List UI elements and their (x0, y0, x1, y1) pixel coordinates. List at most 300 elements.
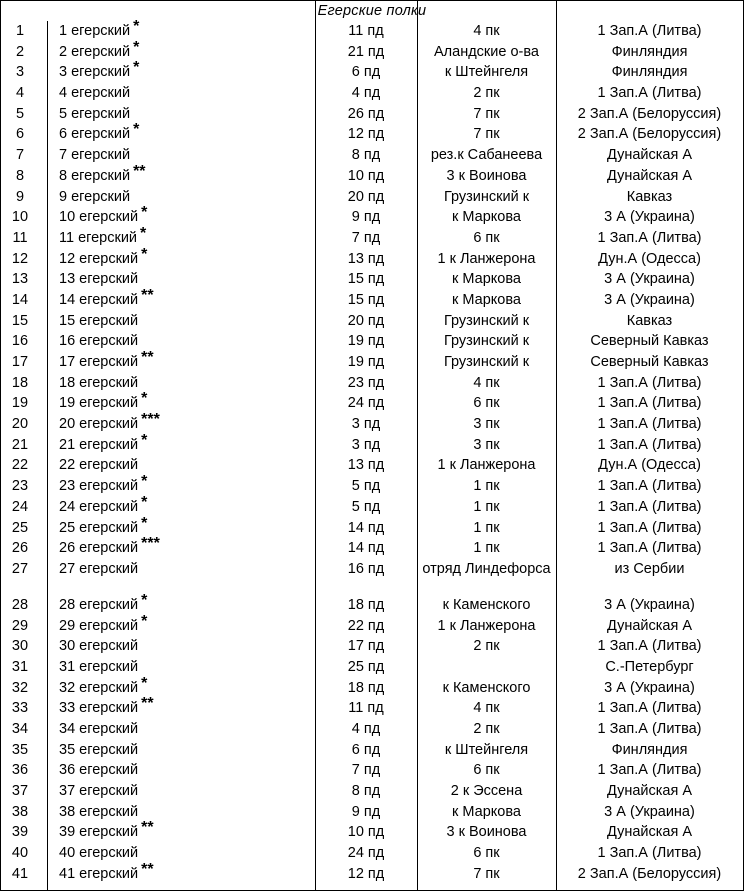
division-cell: 15 пд (347, 271, 385, 288)
regiment-name: 41 егерский (59, 865, 139, 882)
regiment-name-cell (59, 781, 141, 802)
corps-cell: 7 пк (473, 126, 500, 143)
row-number: 26 (11, 540, 29, 557)
table-row (1, 373, 743, 394)
division-cell: 14 пд (347, 540, 385, 557)
corps-cell: Грузинский к (443, 333, 530, 350)
regiment-name: 21 егерский (59, 436, 139, 453)
army-cell: 2 Зап.А (Белоруссия) (577, 126, 722, 143)
army-cell: Дунайская А (606, 617, 693, 634)
corps-cell: 1 пк (473, 478, 500, 495)
row-number: 36 (11, 762, 29, 779)
asterisk-mark: * (141, 591, 148, 609)
division-cell: 9 пд (351, 803, 381, 820)
regiment-name-cell (59, 18, 140, 42)
regiment-name-cell (59, 612, 148, 637)
regiment-name: 15 егерский (59, 312, 139, 329)
division-cell: 20 пд (347, 188, 385, 205)
army-cell: Дун.А (Одесса) (598, 457, 701, 474)
division-cell: 20 пд (347, 312, 385, 329)
asterisk-mark: * (140, 224, 147, 242)
row-number: 12 (11, 250, 29, 267)
table-row (1, 591, 743, 616)
army-cell: 1 Зап.А (Литва) (597, 700, 702, 717)
table-title: Егерские полки (317, 3, 427, 19)
row-number: 6 (15, 126, 25, 143)
table-row (1, 162, 743, 187)
regiment-name: 27 егерский (59, 560, 139, 577)
regiment-name: 38 егерский (59, 803, 139, 820)
army-cell: Дун.А (Одесса) (598, 250, 701, 267)
asterisk-mark: ** (141, 860, 154, 878)
row-number: 32 (11, 679, 29, 696)
corps-cell: к Маркова (452, 271, 521, 288)
asterisk-mark: * (133, 59, 140, 77)
row-number: 28 (11, 596, 29, 613)
table-row (1, 59, 743, 83)
army-cell: 1 Зап.А (Литва) (597, 395, 702, 412)
corps-cell: 3 к Воинова (446, 824, 527, 841)
army-cell: Дунайская А (606, 783, 693, 800)
corps-cell: 1 к Ланжерона (437, 250, 536, 267)
division-cell: 12 пд (347, 126, 385, 143)
regiment-name-cell (59, 38, 140, 63)
division-cell: 7 пд (351, 229, 381, 246)
regiment-name-cell (59, 657, 141, 678)
army-cell: 3 А (Украина) (604, 291, 695, 308)
regiment-name-cell (59, 695, 154, 719)
asterisk-mark: ** (133, 162, 146, 180)
division-cell: 6 пд (351, 741, 381, 758)
asterisk-mark: * (141, 514, 148, 532)
regiment-name: 22 егерский (59, 457, 139, 474)
regiment-name-cell (59, 535, 160, 559)
regiment-name: 23 егерский (59, 478, 139, 495)
row-number: 30 (11, 638, 29, 655)
regiment-name: 2 егерский (59, 43, 131, 60)
army-cell: 1 Зап.А (Литва) (597, 638, 702, 655)
corps-cell: 2 пк (473, 721, 500, 737)
corps-cell: рез.к Сабанеева (430, 147, 543, 164)
division-cell: 17 пд (347, 638, 385, 655)
regiment-name: 5 егерский (59, 105, 131, 122)
regiment-name-cell (59, 104, 133, 125)
corps-cell: 2 к Эссена (450, 783, 523, 800)
regiment-name: 18 егерский (59, 374, 139, 391)
division-cell: 6 пд (351, 64, 381, 81)
army-cell: Дунайская А (606, 167, 693, 184)
army-cell: 1 Зап.А (Литва) (597, 374, 702, 391)
regiment-name-cell (59, 514, 148, 539)
division-cell: 13 пд (347, 457, 385, 474)
asterisk-mark: *** (141, 535, 160, 553)
division-cell: 3 пд (351, 436, 381, 453)
army-cell: 3 А (Украина) (604, 209, 695, 226)
asterisk-mark: * (141, 431, 148, 449)
regiment-name-cell (59, 431, 148, 456)
regiment-name: 4 егерский (59, 85, 131, 102)
corps-cell: 6 пк (473, 845, 500, 862)
regiment-name: 34 егерский (59, 721, 139, 737)
corps-cell: 4 пк (473, 700, 500, 717)
table-row (1, 819, 743, 843)
row-number: 27 (11, 560, 29, 577)
army-cell: Дунайская А (606, 147, 693, 164)
row-number: 37 (11, 783, 29, 800)
regiment-name-cell (59, 373, 141, 394)
army-cell: 1 Зап.А (Литва) (597, 85, 702, 102)
regiment-name: 24 егерский (59, 498, 139, 515)
division-cell: 21 пд (347, 43, 385, 60)
corps-cell: к Маркова (452, 291, 521, 308)
asterisk-mark: ** (141, 819, 154, 837)
regiment-name-cell (59, 719, 141, 740)
row-number: 34 (11, 721, 29, 737)
table-row (1, 411, 743, 435)
regiment-name-cell (59, 493, 148, 518)
division-cell: 4 пд (351, 721, 381, 737)
row-number: 23 (11, 478, 29, 495)
division-cell: 24 пд (347, 395, 385, 412)
row-number: 31 (11, 658, 29, 675)
table-row (1, 245, 743, 270)
regiment-name: 33 егерский (59, 700, 139, 717)
division-cell: 18 пд (347, 679, 385, 696)
division-cell: 7 пд (351, 762, 381, 779)
regiment-name: 32 егерский (59, 679, 139, 696)
regiment-name: 36 егерский (59, 762, 139, 779)
row-number: 25 (11, 519, 29, 536)
corps-cell: Грузинский к (443, 354, 530, 370)
row-number: 20 (11, 416, 29, 433)
army-cell: 3 А (Украина) (604, 679, 695, 696)
row-number: 5 (15, 105, 25, 122)
row-number: 16 (11, 333, 29, 350)
row-number: 3 (15, 64, 25, 81)
table-row (1, 121, 743, 145)
row-number: 8 (15, 167, 25, 184)
army-cell: Финляндия (611, 64, 688, 81)
row-number: 9 (15, 188, 25, 205)
asterisk-mark: * (141, 390, 148, 408)
row-number: 17 (11, 354, 29, 370)
army-cell: Финляндия (611, 43, 688, 60)
table-row (1, 18, 743, 42)
table-row (1, 657, 743, 678)
army-cell: 3 А (Украина) (604, 271, 695, 288)
army-cell: Северный Кавказ (590, 333, 709, 350)
row-number: 4 (15, 85, 25, 102)
division-cell: 11 пд (348, 23, 384, 39)
asterisk-mark: ** (141, 286, 154, 304)
row-number: 2 (15, 43, 25, 60)
table-row (1, 224, 743, 249)
division-cell: 12 пд (347, 865, 385, 882)
table-row (1, 455, 743, 476)
regiment-name-cell (59, 455, 141, 476)
corps-cell: 3 пк (473, 436, 500, 453)
table-row (1, 760, 743, 781)
table-row (1, 104, 743, 125)
asterisk-mark: * (141, 245, 148, 263)
table-row (1, 204, 743, 228)
regiment-name: 11 егерский (59, 229, 138, 246)
regiment-name: 29 егерский (59, 617, 139, 634)
table-row (1, 636, 743, 657)
row-number: 13 (11, 271, 29, 288)
regiment-name: 31 егерский (59, 658, 139, 675)
regiment-name-cell (59, 760, 141, 781)
regiment-name: 14 егерский (59, 291, 139, 308)
table-row (1, 535, 743, 559)
asterisk-mark: *** (141, 411, 160, 429)
regiment-name: 9 егерский (59, 188, 131, 205)
table-row (1, 695, 743, 719)
army-cell: из Сербии (614, 560, 685, 577)
table-row (1, 431, 743, 456)
table-row (1, 493, 743, 518)
regiment-name: 35 егерский (59, 741, 139, 758)
regiment-name: 20 егерский (59, 416, 139, 433)
table-row (1, 83, 743, 104)
regiment-name-cell (59, 860, 154, 885)
division-cell: 26 пд (347, 105, 385, 122)
army-cell: 1 Зап.А (Литва) (597, 721, 702, 737)
division-cell: 19 пд (347, 354, 385, 370)
division-cell: 22 пд (347, 617, 385, 634)
army-cell: 1 Зап.А (Литва) (597, 845, 702, 862)
asterisk-mark: * (141, 612, 148, 630)
division-cell: 14 пд (347, 519, 385, 536)
corps-cell: 3 к Воинова (446, 167, 527, 184)
regiment-name-cell (59, 83, 133, 104)
army-cell: 1 Зап.А (Литва) (597, 540, 702, 557)
row-number: 14 (11, 291, 29, 308)
table-row (1, 860, 743, 885)
army-cell: Кавказ (626, 312, 673, 329)
army-cell: Северный Кавказ (590, 354, 709, 370)
corps-cell: к Каменского (442, 596, 531, 613)
regiment-name: 12 егерский (59, 250, 139, 267)
regiment-name: 30 егерский (59, 638, 139, 655)
table-row (1, 331, 743, 352)
regiment-name-cell (59, 740, 141, 761)
table-body (1, 18, 743, 885)
division-cell: 25 пд (347, 658, 385, 675)
division-cell: 3 пд (351, 416, 381, 433)
army-cell: 3 А (Украина) (604, 596, 695, 613)
row-number: 24 (11, 498, 29, 515)
corps-cell: 1 к Ланжерона (437, 617, 536, 634)
table-row (1, 390, 743, 414)
asterisk-mark: * (133, 18, 140, 35)
table-row (1, 740, 743, 761)
corps-cell: 1 пк (473, 519, 500, 536)
corps-cell: 6 пк (473, 229, 500, 246)
regiment-name-cell (59, 162, 146, 187)
regiment-name-cell (59, 269, 141, 290)
regiment-name: 28 егерский (59, 596, 139, 613)
army-cell: 1 Зап.А (Литва) (597, 762, 702, 779)
corps-cell: Грузинский к (443, 188, 530, 205)
regiment-name: 17 егерский (59, 354, 139, 370)
corps-cell: к Штейнгеля (444, 64, 529, 81)
division-cell: 15 пд (347, 291, 385, 308)
table-row (1, 674, 743, 699)
division-cell: 19 пд (347, 333, 385, 350)
regiment-name: 39 егерский (59, 824, 139, 841)
regiment-name: 3 егерский (59, 64, 131, 81)
regiment-name-cell (59, 286, 154, 311)
division-cell: 5 пд (351, 478, 381, 495)
regiment-name-cell (59, 674, 148, 699)
regiment-name-cell (59, 819, 154, 843)
army-cell: Дунайская А (606, 824, 693, 841)
row-number: 15 (11, 312, 29, 329)
asterisk-mark: ** (141, 349, 154, 366)
table-row (1, 843, 743, 864)
regiment-name: 16 егерский (59, 333, 139, 350)
division-cell: 24 пд (347, 845, 385, 862)
row-number: 18 (11, 374, 29, 391)
table-row (1, 38, 743, 63)
row-number: 10 (11, 209, 29, 226)
division-cell: 18 пд (347, 596, 385, 613)
regiment-name-cell (59, 349, 154, 373)
row-number: 7 (15, 147, 25, 164)
asterisk-mark: * (141, 493, 148, 511)
table-row (1, 269, 743, 290)
regiment-name-cell (59, 187, 133, 208)
asterisk-mark: * (141, 473, 148, 491)
corps-cell: 3 пк (473, 416, 500, 433)
row-number: 29 (11, 617, 29, 634)
table-row (1, 781, 743, 802)
corps-cell: 1 к Ланжерона (437, 457, 536, 474)
division-cell: 9 пд (351, 209, 381, 226)
regiment-name-cell (59, 591, 148, 616)
army-cell: 1 Зап.А (Литва) (597, 498, 702, 515)
regiment-name-cell (59, 145, 133, 166)
corps-cell: к Маркова (452, 803, 521, 820)
regiment-name: 40 егерский (59, 845, 139, 862)
table-row (1, 311, 743, 332)
table-row (1, 719, 743, 740)
army-cell: 1 Зап.А (Литва) (597, 229, 702, 246)
row-number: 33 (11, 700, 29, 717)
division-cell: 4 пд (351, 85, 381, 102)
table-row (1, 145, 743, 166)
division-cell: 16 пд (347, 560, 385, 577)
row-number: 35 (11, 741, 29, 758)
row-number: 22 (11, 457, 29, 474)
row-number: 40 (11, 845, 29, 862)
regiment-name: 1 егерский (59, 23, 131, 39)
row-number: 39 (11, 824, 29, 841)
regiment-name: 25 егерский (59, 519, 139, 536)
corps-cell: к Штейнгеля (444, 741, 529, 758)
table-row (1, 802, 743, 823)
regiment-name: 19 егерский (59, 395, 139, 412)
army-cell: Финляндия (611, 741, 688, 758)
table-row (1, 559, 743, 595)
row-number: 38 (11, 803, 29, 820)
row-number: 1 (15, 23, 25, 39)
army-cell: 2 Зап.А (Белоруссия) (577, 865, 722, 882)
regiment-name: 37 егерский (59, 783, 139, 800)
corps-cell: 6 пк (473, 762, 500, 779)
division-cell: 5 пд (351, 498, 381, 515)
regiment-name-cell (59, 802, 141, 823)
row-number: 21 (11, 436, 29, 453)
division-cell: 10 пд (347, 824, 385, 841)
corps-cell: 6 пк (473, 395, 500, 412)
corps-cell: 1 пк (473, 540, 500, 557)
division-cell: 8 пд (351, 783, 381, 800)
corps-cell: отряд Линдефорса (422, 560, 551, 577)
army-cell: Кавказ (626, 188, 673, 205)
regiment-name-cell (59, 121, 140, 145)
table-row (1, 473, 743, 497)
regiment-name-cell (59, 636, 141, 657)
corps-cell: к Маркова (452, 209, 521, 226)
regiment-name-cell (59, 311, 141, 332)
army-cell: С.-Петербург (605, 658, 694, 675)
asterisk-mark: * (141, 674, 148, 692)
table-row (1, 514, 743, 539)
corps-cell: к Каменского (442, 679, 531, 696)
regiment-name-cell (59, 473, 148, 497)
army-cell: 1 Зап.А (Литва) (597, 416, 702, 433)
table-row (1, 349, 743, 373)
corps-cell: 2 пк (473, 638, 500, 655)
row-number: 11 (12, 229, 28, 246)
regiment-name: 6 егерский (59, 126, 131, 143)
regiment-name: 10 егерский (59, 209, 139, 226)
table-row (1, 187, 743, 208)
table-row (1, 286, 743, 311)
regiment-name: 8 егерский (59, 167, 131, 184)
division-cell: 23 пд (347, 374, 385, 391)
regiment-name: 13 егерский (59, 271, 139, 288)
regiment-name: 26 егерский (59, 540, 139, 557)
corps-cell: 4 пк (473, 374, 500, 391)
table-row (1, 612, 743, 637)
asterisk-mark: ** (141, 695, 154, 713)
corps-cell: Аландские о-ва (434, 43, 539, 60)
army-cell: 1 Зап.А (Литва) (597, 478, 702, 495)
corps-cell: 1 пк (473, 498, 500, 515)
regiment-name-cell (59, 331, 141, 352)
corps-cell: 2 пк (473, 85, 500, 102)
row-number: 41 (11, 865, 29, 882)
army-cell: 1 Зап.А (Литва) (597, 436, 702, 453)
corps-cell: 4 пк (473, 23, 500, 39)
regiment-name-cell (59, 559, 141, 580)
division-cell: 13 пд (347, 250, 385, 267)
army-cell: 1 Зап.А (Литва) (597, 23, 702, 39)
corps-cell: Грузинский к (443, 312, 530, 329)
asterisk-mark: * (141, 204, 148, 222)
regiment-name-cell (59, 390, 148, 414)
regiment-name-cell (59, 224, 147, 249)
row-number: 19 (11, 395, 29, 412)
army-cell: 3 А (Украина) (604, 803, 695, 820)
asterisk-mark: * (133, 38, 140, 56)
asterisk-mark: * (133, 121, 140, 139)
army-cell: 1 Зап.А (Литва) (597, 519, 702, 536)
corps-cell: 7 пк (473, 865, 500, 882)
